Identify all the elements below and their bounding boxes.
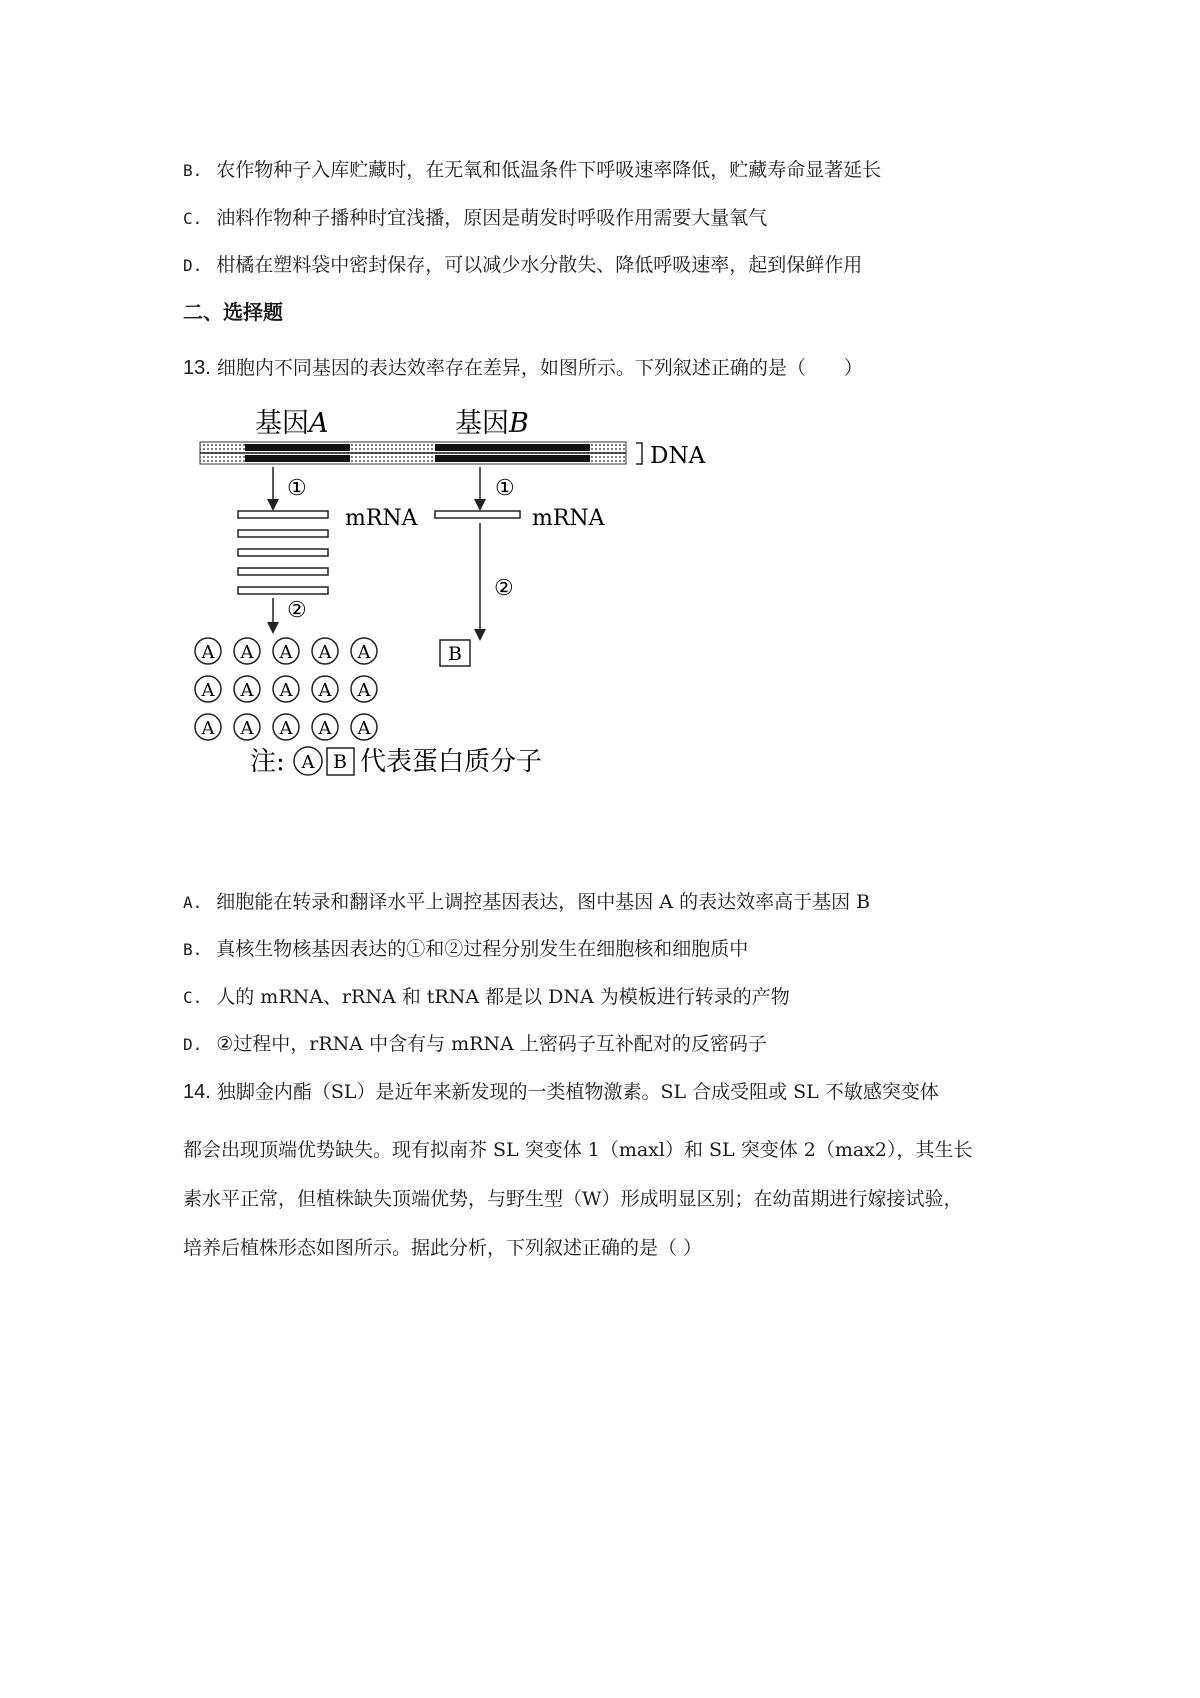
q14-stem-line: 素水平正常，但植株缺失顶端优势，与野生型（W）形成明显区别；在幼苗期进行嫁接试验， xyxy=(183,1188,963,1210)
question-text: 独脚金内酯（SL）是近年来新发现的一类植物激素。SL 合成受阻或 SL 不敏感突变体 xyxy=(216,1081,939,1103)
protein-b xyxy=(440,640,470,666)
protein-a-letter: A xyxy=(240,642,254,663)
q13-stem xyxy=(183,356,863,380)
option-d xyxy=(183,253,862,278)
option-text: 细胞能在转录和翻译水平上调控基因表达，图中基因 A 的表达效率高于基因 B xyxy=(216,891,871,913)
dna-bracket xyxy=(636,443,642,464)
step2-label-b: ② xyxy=(494,576,514,601)
note-suffix: 代表蛋白质分子 xyxy=(360,747,543,777)
protein-a-letter: A xyxy=(318,718,332,739)
protein-a-letter: A xyxy=(240,680,254,701)
mrna-b xyxy=(435,511,520,518)
option-letter: D. xyxy=(183,1035,203,1054)
note-protein-b-letter: B xyxy=(333,751,347,773)
option-text: 油料作物种子播种时宜浅播，原因是萌发时呼吸作用需要大量氧气 xyxy=(216,207,768,229)
section-heading: 二、选择题 xyxy=(183,300,283,324)
q13-option-d xyxy=(183,1032,767,1057)
option-text: 真核生物核基因表达的①和②过程分别发生在细胞核和细胞质中 xyxy=(216,938,749,960)
protein-a-letter: A xyxy=(318,680,332,701)
mrna-stack-a xyxy=(238,511,328,594)
option-b xyxy=(183,158,881,183)
protein-a-letter: A xyxy=(201,718,215,739)
protein-a-letter: A xyxy=(318,642,332,663)
question-number: 14. xyxy=(183,1081,211,1103)
option-text: 柑橘在塑料袋中密封保存，可以减少水分散失、降低呼吸速率，起到保鲜作用 xyxy=(216,254,863,276)
q14-stem-line: 都会出现顶端优势缺失。现有拟南芥 SL 突变体 1（maxl）和 SL 突变体 2（max2），其生长 xyxy=(183,1139,973,1161)
protein-a-letter: A xyxy=(201,642,215,663)
protein-a-letter: A xyxy=(240,718,254,739)
protein-a-letter: A xyxy=(279,680,293,701)
option-letter: B. xyxy=(183,940,203,959)
option-letter: A. xyxy=(183,893,203,912)
protein-a-grid xyxy=(195,638,377,740)
step1-label-b: ① xyxy=(495,476,515,501)
option-text: ②过程中，rRNA 中含有与 mRNA 上密码子互补配对的反密码子 xyxy=(216,1033,767,1055)
figure-note xyxy=(250,747,542,777)
step1-label-a: ① xyxy=(287,476,307,501)
option-letter: B. xyxy=(183,161,203,180)
step2-label-a: ② xyxy=(287,598,307,623)
question-number: 13. xyxy=(183,357,211,379)
dna-strand xyxy=(200,442,626,464)
option-letter: C. xyxy=(183,209,203,228)
mrna-label-a: mRNA xyxy=(345,506,418,531)
gene-expression-figure xyxy=(190,395,706,815)
question-text: 细胞内不同基因的表达效率存在差异，如图所示。下列叙述正确的是（ ） xyxy=(216,357,863,379)
option-c xyxy=(183,206,767,231)
mrna-label-b: mRNA xyxy=(532,506,605,531)
protein-a-letter: A xyxy=(279,642,293,663)
protein-a-letter: A xyxy=(357,680,371,701)
q14-stem-line: 培养后植株形态如图所示。据此分析，下列叙述正确的是（ ） xyxy=(183,1237,703,1259)
option-letter: C. xyxy=(183,988,203,1007)
q13-option-c xyxy=(183,985,790,1010)
option-letter: D. xyxy=(183,256,203,275)
gene-b-label: 基因B xyxy=(455,408,529,439)
note-prefix: 注: xyxy=(250,747,285,777)
dna-label: DNA xyxy=(650,443,706,469)
q14-stem-line xyxy=(183,1080,939,1104)
protein-a-letter: A xyxy=(357,642,371,663)
q13-option-b xyxy=(183,937,748,962)
protein-a-letter: A xyxy=(201,680,215,701)
gene-a-label: 基因A xyxy=(255,408,329,439)
protein-a-letter: A xyxy=(279,718,293,739)
option-text: 农作物种子入库贮藏时，在无氧和低温条件下呼吸速率降低，贮藏寿命显著延长 xyxy=(216,159,882,181)
option-text: 人的 mRNA、rRNA 和 tRNA 都是以 DNA 为模板进行转录的产物 xyxy=(216,986,790,1008)
note-protein-a-letter: A xyxy=(301,752,315,773)
protein-b-letter: B xyxy=(448,643,462,665)
q13-option-a xyxy=(183,890,870,915)
protein-a-letter: A xyxy=(357,718,371,739)
